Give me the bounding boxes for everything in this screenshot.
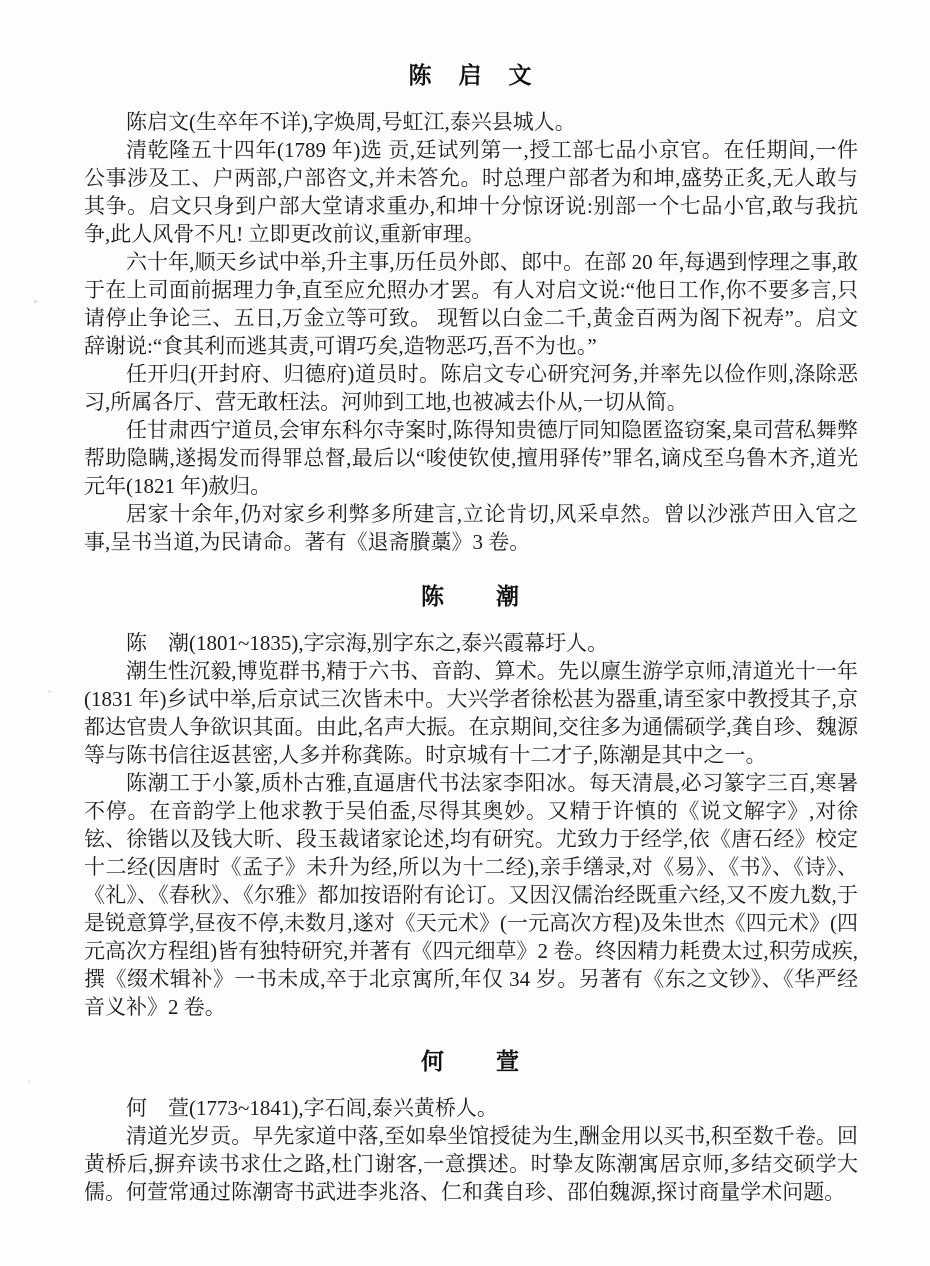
entry-heading-he-xuan: 何 萱: [421, 1048, 521, 1074]
entry-chen-qiwen: [84, 62, 858, 556]
paragraph-career-ministry: 六十年,顺天乡试中举,升主事,历任员外郎、郎中。在部 20 年,每遇到悖理之事,敢于在上司面前据理力争,直至应允照办才罢。有人对启文说:“他日工作,你不要多言,只请停止争论三、五日,万金立等可致。 现暂以白金二千,黄金百两为阁下祝寿”。启文辞谢说:“食其利而逃其责,可谓巧矣,造物恶巧,吾不为也。”: [84, 250, 858, 358]
paragraph-xining-daoyuan: 任甘肃西宁道员,会审东科尔寺案时,陈得知贵德厅同知隐匿盗窃案,臬司营私舞弊帮助隐瞒,遂揭发而得罪总督,最后以“唆使钦使,擅用驿传”罪名,谪戍至乌鲁木齐,道光元年(1821 年)赦归。: [84, 418, 858, 498]
paragraph-career-qianlong: 清乾隆五十四年(1789 年)选 贡,廷试列第一,授工部七品小京官。在任期间,一件公事涉及工、户两部,户部咨文,并未答允。时总理户部者为和坤,盛势正炙,无人敢与其争。启文只身到户部大堂请求重办,和坤十分惊讶说:别部一个七品小官,敢与我抗争,此人风骨不凡! 立即更改前议,重新审理。: [84, 138, 858, 246]
paragraph-life-scholarship: 清道光岁贡。早先家道中落,至如皋坐馆授徒为生,酬金用以买书,积至数千卷。回黄桥后,摒弃读书求仕之路,杜门谢客,一意撰述。时挚友陈潮寓居京师,多结交硕学大儒。何萱常通过陈潮寄书武进李兆洛、仁和龚自珍、邵伯魏源,探讨商量学术问题。: [84, 1124, 858, 1204]
entry-he-xuan: [84, 1048, 858, 1206]
paragraph-kaigui-daoyuan: 任开归(开封府、归德府)道员时。陈启文专心研究河务,并率先以俭作则,涤除恶习,所属各厅、营无敢枉法。河帅到工地,也被减去仆从,一切从简。: [84, 362, 858, 414]
paragraph-biography-intro: 陈 潮(1801~1835),字宗海,别字东之,泰兴霞幕圩人。: [126, 631, 609, 655]
paragraph-studies-fame: 潮生性沉毅,博览群书,精于六书、音韵、算术。先以廪生游学京师,清道光十一年(1831 年)乡试中举,后京试三次皆未中。大兴学者徐松甚为器重,请至家中教授其子,京都达官贵人争欲识其面。由此,名声大振。在京期间,交往多为通儒硕学,龚自珍、魏源等与陈书信往返甚密,人多并称龚陈。时京城有十二才子,陈潮是其中之一。: [84, 659, 858, 767]
paragraph-retirement-works: 居家十余年,仍对家乡利弊多所建言,立论肯切,风采卓然。曾以沙涨芦田入官之事,呈书当道,为民请命。著有《退斋賸藁》3 卷。: [84, 502, 858, 554]
paragraph-biography-intro: 何 萱(1773~1841),字石闾,泰兴黄桥人。: [126, 1096, 498, 1120]
scan-noise-speckles: [34, 300, 37, 303]
entry-heading-chen-chao: 陈 潮: [421, 583, 521, 609]
paragraph-biography-intro: 陈启文(生卒年不详),字焕周,号虹江,泰兴县城人。: [126, 110, 576, 134]
entry-chen-chao: [84, 583, 858, 1021]
paragraph-scholarship-works: 陈潮工于小篆,质朴古雅,直逼唐代书法家李阳冰。每天清晨,必习篆字三百,寒暑不停。在音韵学上他求教于吴伯盉,尽得其奥妙。又精于许慎的《说文解字》,对徐铉、徐锴以及钱大昕、段玉裁诸家论述,均有研究。尤致力于经学,依《唐石经》校定十二经(因唐时《孟子》未升为经,所以为十二经),亲手缮录,对《易》、《书》、《诗》、《礼》、《春秋》、《尔雅》都加按语附有论订。又因汉儒治经既重六经,又不废九数,于是锐意算学,昼夜不停,未数月,遂对《天元术》(一元高次方程)及朱世杰《四元术》(四元高次方程组)皆有独特研究,并著有《四元细草》2 卷。终因精力耗费太过,积劳成疾,撰《缀术辑补》一书未成,卒于北京寓所,年仅 34 岁。另著有《东之文钞》、《华严经音义补》2 卷。: [84, 771, 858, 1019]
entry-heading-chen-qiwen: 陈 启 文: [408, 62, 534, 88]
